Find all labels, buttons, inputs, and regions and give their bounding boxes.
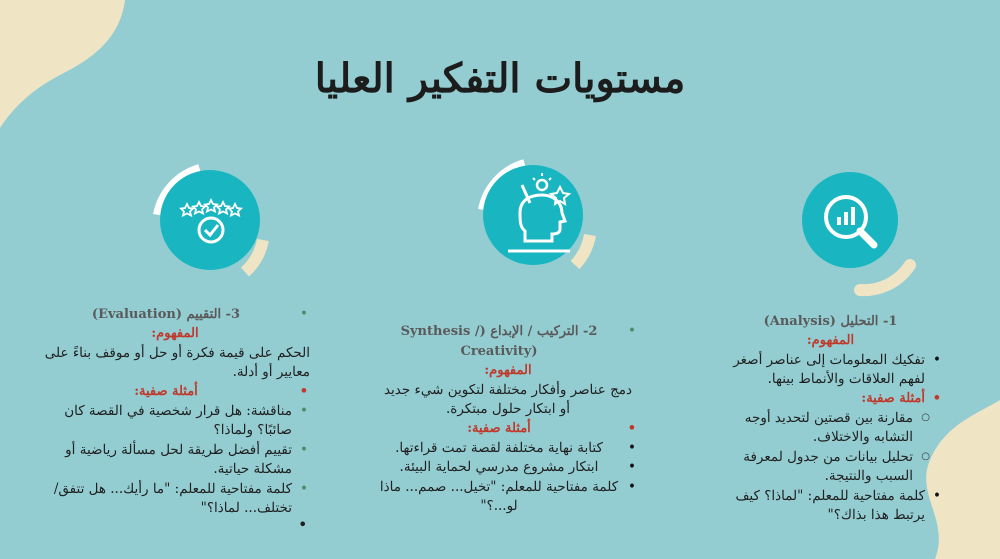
analysis-concept-label: المفهوم: [806,332,855,348]
analysis-heading: 1- التحليل (Analysis) [763,314,898,329]
synthesis-column [378,322,638,517]
synthesis-concept-text: دمج عناصر وأفكار مختلفة لتكوين شيء جديد أو ابتكار حلول مبتكرة. [383,381,633,418]
evaluation-concept-label: المفهوم: [151,325,199,341]
analysis-column [718,313,943,526]
evaluation-example-1: • مناقشة: هل قرار شخصية في القصة كان صائبًا؟ ولماذا؟ [40,402,292,441]
magnifier-chart-icon [790,165,930,305]
evaluation-keyword: • كلمة مفتاحية للمعلم: "ما رأيك... هل تتفق/ تختلف... لماذا؟" [40,480,292,519]
analysis-example-1: ○ مقارنة بين قصتين لتحديد أوجه التشابه والاختلاف. [718,409,913,448]
synthesis-heading-line2: (Creativity [460,343,538,359]
evaluation-column [40,305,310,534]
head-ideas-icon [470,155,610,295]
synthesis-concept-label: المفهوم: [484,362,532,378]
empty-bullet: • [298,515,308,534]
analysis-concept-text: • تفكيك المعلومات إلى عناصر أصغر لفهم العلاقات والأنماط بينها. [718,351,925,390]
evaluation-examples-label: • أمثلة صفية: [40,383,292,402]
evaluation-example-2: • تقييم أفضل طريقة لحل مسألة رياضية أو مشكلة حياتية. [40,441,292,480]
page-title: مستويات التفكير العليا [314,55,686,102]
synthesis-example-1: • كتابة نهاية مختلفة لقصة تمت قراءتها. [378,439,620,459]
synthesis-icon-badge [470,155,610,295]
stars-check-icon [145,160,285,300]
analysis-example-2: ○ تحليل بيانات من جدول لمعرفة السبب والنتيجة. [718,448,913,487]
analysis-icon-badge [790,165,930,305]
evaluation-icon-badge [145,160,285,300]
synthesis-heading: 2- التركيب / الإبداع (/ Synthesis [400,324,598,339]
analysis-keyword: • كلمة مفتاحية للمعلم: "لماذا؟ كيف يرتبط هذا بذاك؟" [718,487,925,526]
synthesis-example-2: • ابتكار مشروع مدرسي لحماية البيئة. [378,458,620,478]
evaluation-concept-text: الحكم على قيمة فكرة أو حل أو موقف بناءً على معايير أو أدلة. [44,344,310,381]
evaluation-heading: 3- التقييم (Evaluation) [91,307,241,322]
synthesis-keyword: • كلمة مفتاحية للمعلم: "تخيل... صمم... ماذا لو...؟" [378,478,620,517]
analysis-examples-label: • أمثلة صفية: [718,390,925,409]
synthesis-examples-label: • أمثلة صفية: [378,420,620,439]
